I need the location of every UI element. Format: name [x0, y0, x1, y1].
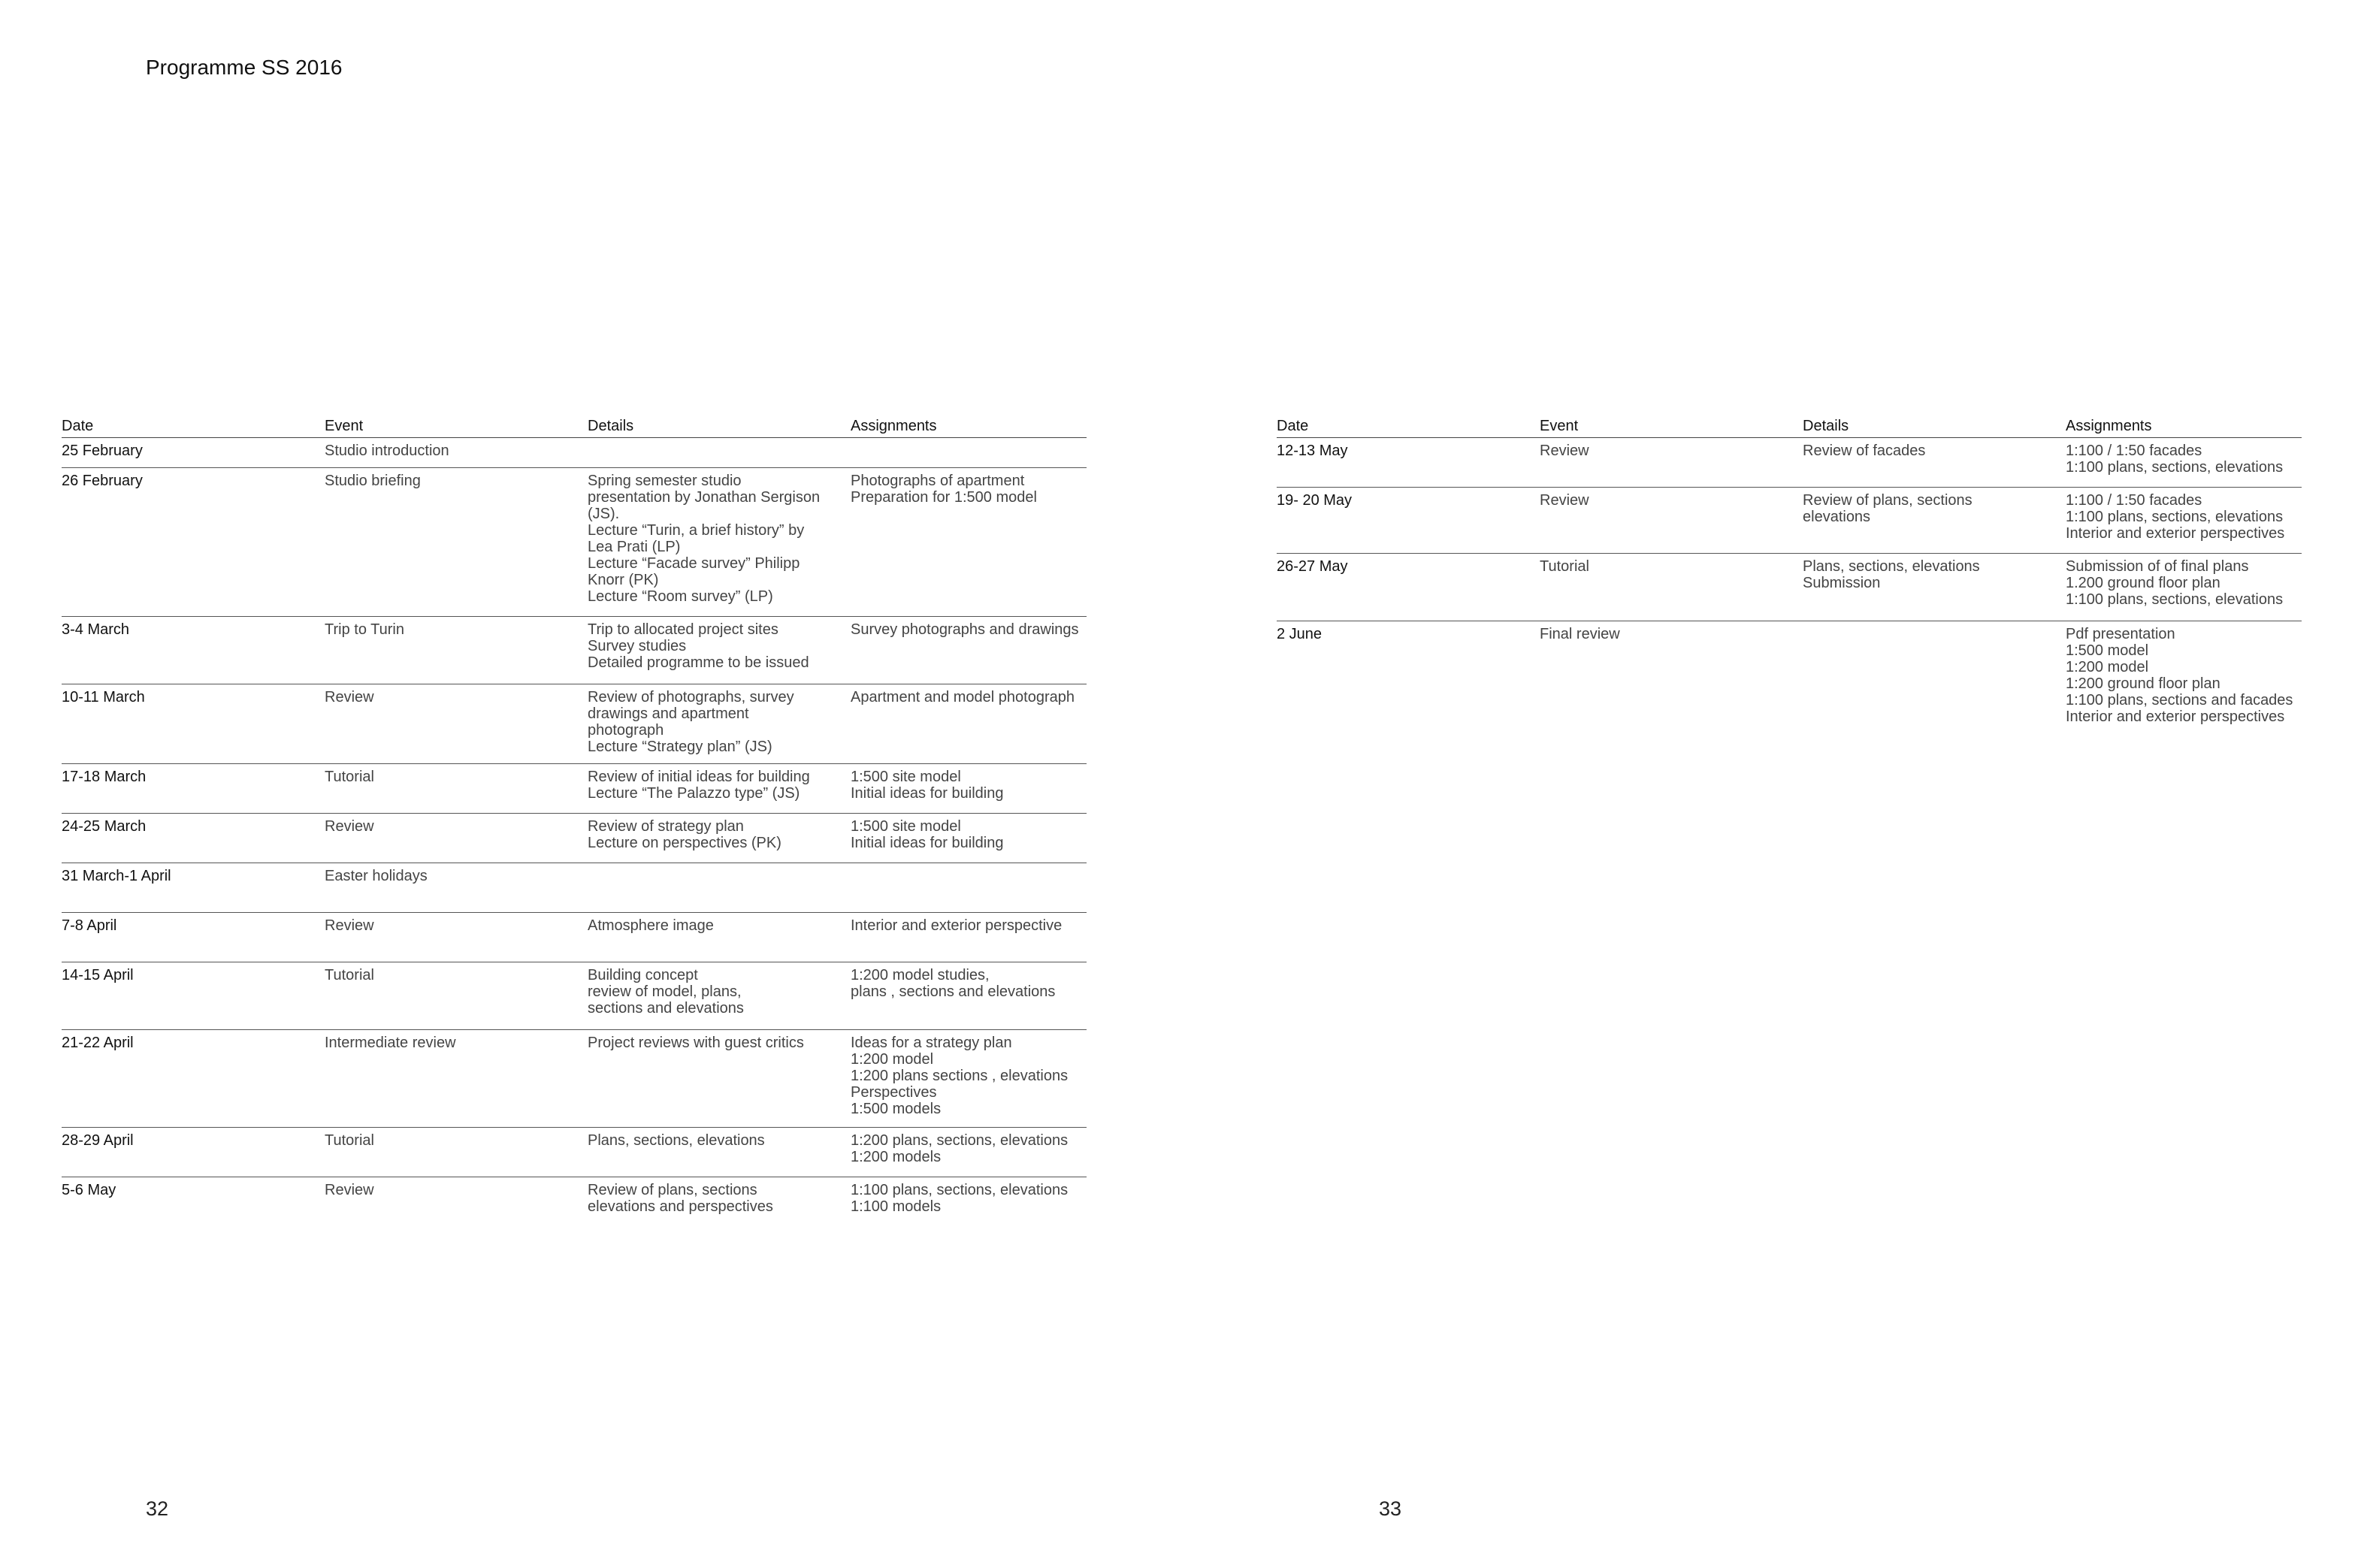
- row-date: [62, 473, 325, 616]
- table-header: [1277, 418, 2302, 438]
- event-text: Tutorial: [325, 769, 374, 785]
- assignment-line: Preparation for 1:500 model: [851, 489, 1037, 506]
- assignment-line: Apartment and model photograph: [851, 689, 1075, 705]
- row-date: [62, 689, 325, 763]
- date-text: 19- 20 May: [1277, 492, 1353, 509]
- date-text: 12-13 May: [1277, 443, 1348, 459]
- header-details: Details: [1803, 418, 1849, 434]
- event-text: Tutorial: [325, 967, 374, 983]
- assignment-line: 1:100 models: [851, 1198, 942, 1215]
- date-text: 14-15 April: [62, 967, 134, 983]
- row-assignments: [2066, 626, 2302, 727]
- event-text: Review: [1540, 443, 1589, 459]
- details-line: Review of initial ideas for building: [588, 769, 810, 785]
- row-details: [588, 689, 851, 763]
- date-text: 7-8 April: [62, 917, 117, 934]
- assignment-line: Interior and exterior perspectives: [2066, 708, 2285, 725]
- details-line: Plans, sections, elevations: [1803, 558, 1980, 575]
- date-text: 28-29 April: [62, 1132, 134, 1149]
- details-line: Building concept: [588, 967, 698, 983]
- details-line: Lecture on perspectives (PK): [588, 835, 781, 851]
- assignment-line: Interior and exterior perspectives: [2066, 525, 2285, 542]
- assignment-line: Pdf presentation: [2066, 626, 2175, 642]
- row-assignments: [851, 769, 1087, 813]
- assignment-line: Initial ideas for building: [851, 835, 1004, 851]
- details-line: Spring semester studio: [588, 473, 742, 489]
- assignment-line: Perspectives: [851, 1084, 937, 1101]
- assignment-line: Photographs of apartment: [851, 473, 1025, 489]
- event-text: Trip to Turin: [325, 621, 404, 638]
- header-assignments: Assignments: [2066, 418, 2152, 434]
- row-event: [325, 621, 588, 684]
- date-text: 10-11 March: [62, 689, 145, 705]
- row-details: [588, 967, 851, 1029]
- details-line: review of model, plans,: [588, 983, 742, 1000]
- row-details: [588, 621, 851, 684]
- row-event: [1540, 626, 1803, 727]
- row-details: [588, 868, 851, 912]
- row-date: [62, 917, 325, 962]
- details-line: Trip to allocated project sites: [588, 621, 778, 638]
- row-details: [588, 818, 851, 863]
- assignment-line: 1:200 plans, sections, elevations: [851, 1132, 1069, 1149]
- event-text: Final review: [1540, 626, 1620, 642]
- details-line: Review of plans, sections: [1803, 492, 1972, 509]
- date-text: 21-22 April: [62, 1035, 134, 1051]
- details-line: presentation by Jonathan Sergison: [588, 489, 821, 506]
- assignment-line: 1:200 model studies,: [851, 967, 990, 983]
- assignment-line: Interior and exterior perspective: [851, 917, 1063, 934]
- details-line: Survey studies: [588, 638, 687, 654]
- assignment-line: 1:500 model: [2066, 642, 2149, 659]
- event-text: Easter holidays: [325, 868, 428, 884]
- row-assignments: [851, 818, 1087, 863]
- document-title: Programme SS 2016: [146, 56, 343, 79]
- table-row: [62, 1177, 1087, 1222]
- table-row: [62, 1030, 1087, 1128]
- details-line: Review of strategy plan: [588, 818, 744, 835]
- row-details: [588, 1035, 851, 1127]
- row-date: [62, 621, 325, 684]
- event-text: Review: [325, 818, 374, 835]
- table-row: [1277, 438, 2302, 488]
- table-row: [62, 764, 1087, 814]
- header-event: Event: [1540, 418, 1579, 434]
- table-row: [62, 617, 1087, 684]
- event-text: Studio briefing: [325, 473, 421, 489]
- row-assignments: [851, 1182, 1087, 1222]
- header-event: Event: [325, 418, 364, 434]
- details-line: Lecture “Turin, a brief history” by: [588, 522, 805, 539]
- assignment-line: 1:200 models: [851, 1149, 942, 1165]
- assignment-line: 1:200 ground floor plan: [2066, 675, 2220, 692]
- details-line: Review of plans, sections: [588, 1182, 757, 1198]
- row-date: [1277, 626, 1540, 727]
- assignment-line: Submission of of final plans: [2066, 558, 2249, 575]
- row-assignments: [851, 689, 1087, 763]
- details-line: elevations and perspectives: [588, 1198, 773, 1215]
- row-date: [62, 1182, 325, 1222]
- table-row: [1277, 488, 2302, 554]
- event-text: Review: [325, 689, 374, 705]
- details-line: Submission: [1803, 575, 1881, 591]
- table-row: [62, 684, 1087, 764]
- assignment-line: 1:100 plans, sections, elevations: [851, 1182, 1069, 1198]
- row-date: [62, 769, 325, 813]
- row-date: [62, 818, 325, 863]
- assignment-line: 1:100 plans, sections, elevations: [2066, 509, 2284, 525]
- row-details: [1803, 492, 2066, 553]
- row-date: [1277, 558, 1540, 621]
- header-date: Date: [1277, 418, 1309, 434]
- assignment-line: 1:500 site model: [851, 818, 961, 835]
- page-number: 32: [146, 1497, 169, 1520]
- row-assignments: [851, 917, 1087, 962]
- row-event: [325, 769, 588, 813]
- table-row: [1277, 554, 2302, 621]
- row-date: [62, 1132, 325, 1177]
- assignment-line: 1:100 plans, sections, elevations: [2066, 591, 2284, 608]
- assignment-line: Survey photographs and drawings: [851, 621, 1079, 638]
- row-details: [588, 1182, 851, 1222]
- row-assignments: [851, 473, 1087, 616]
- date-text: 26-27 May: [1277, 558, 1348, 575]
- table-row: [62, 863, 1087, 913]
- right-page: [1184, 0, 2367, 1568]
- row-date: [62, 868, 325, 912]
- details-line: Project reviews with guest critics: [588, 1035, 804, 1051]
- header-details: Details: [588, 418, 634, 434]
- table-header: [62, 418, 1087, 438]
- assignment-line: 1:200 plans sections , elevations: [851, 1068, 1069, 1084]
- row-event: [325, 473, 588, 616]
- row-event: [325, 917, 588, 962]
- table-row: [62, 438, 1087, 468]
- header-date: Date: [62, 418, 94, 434]
- assignment-line: 1:100 plans, sections, elevations: [2066, 459, 2284, 476]
- row-details: [1803, 558, 2066, 621]
- details-line: photograph: [588, 722, 664, 739]
- assignment-line: 1.200 ground floor plan: [2066, 575, 2220, 591]
- row-assignments: [2066, 492, 2302, 553]
- row-event: [325, 689, 588, 763]
- date-text: 31 March-1 April: [62, 868, 171, 884]
- row-details: [588, 443, 851, 467]
- schedule-table-right: [1277, 418, 2302, 727]
- date-text: 24-25 March: [62, 818, 147, 835]
- table-body: [62, 438, 1087, 1222]
- table-row: [62, 1128, 1087, 1177]
- row-assignments: [851, 443, 1087, 467]
- assignment-line: 1:500 site model: [851, 769, 961, 785]
- details-line: Plans, sections, elevations: [588, 1132, 765, 1149]
- assignment-line: 1:100 / 1:50 facades: [2066, 443, 2202, 459]
- assignment-line: Ideas for a strategy plan: [851, 1035, 1012, 1051]
- details-line: Lecture “Facade survey” Philipp: [588, 555, 800, 572]
- details-line: (JS).: [588, 506, 620, 522]
- assignment-line: 1:500 models: [851, 1101, 942, 1117]
- row-event: [325, 1182, 588, 1222]
- row-assignments: [851, 621, 1087, 684]
- table-body: [1277, 438, 2302, 727]
- details-line: Review of facades: [1803, 443, 1926, 459]
- row-details: [588, 917, 851, 962]
- event-text: Tutorial: [1540, 558, 1589, 575]
- table-row: [62, 814, 1087, 863]
- assignment-line: 1:100 plans, sections and facades: [2066, 692, 2293, 708]
- row-date: [1277, 492, 1540, 553]
- row-date: [62, 443, 325, 467]
- row-date: [1277, 443, 1540, 487]
- row-event: [325, 967, 588, 1029]
- details-line: Detailed programme to be issued: [588, 654, 809, 671]
- row-event: [325, 868, 588, 912]
- row-date: [62, 967, 325, 1029]
- details-line: Lecture “The Palazzo type” (JS): [588, 785, 800, 802]
- event-text: Tutorial: [325, 1132, 374, 1149]
- details-line: sections and elevations: [588, 1000, 744, 1017]
- details-line: Knorr (PK): [588, 572, 659, 588]
- row-details: [588, 473, 851, 616]
- table-row: [62, 468, 1087, 617]
- details-line: Lea Prati (LP): [588, 539, 681, 555]
- row-event: [1540, 558, 1803, 621]
- assignment-line: 1:200 model: [851, 1051, 934, 1068]
- row-event: [325, 1132, 588, 1177]
- row-event: [325, 443, 588, 467]
- date-text: 25 February: [62, 443, 143, 459]
- event-text: Intermediate review: [325, 1035, 456, 1051]
- assignment-line: plans , sections and elevations: [851, 983, 1056, 1000]
- details-line: Review of photographs, survey: [588, 689, 794, 705]
- details-line: Lecture “Strategy plan” (JS): [588, 739, 772, 755]
- row-event: [1540, 443, 1803, 487]
- date-text: 2 June: [1277, 626, 1323, 642]
- date-text: 26 February: [62, 473, 143, 489]
- header-assignments: Assignments: [851, 418, 937, 434]
- row-assignments: [2066, 443, 2302, 487]
- row-date: [62, 1035, 325, 1127]
- row-assignments: [851, 1035, 1087, 1127]
- assignment-line: 1:200 model: [2066, 659, 2149, 675]
- row-details: [588, 769, 851, 813]
- table-row: [62, 962, 1087, 1030]
- row-assignments: [2066, 558, 2302, 621]
- row-assignments: [851, 967, 1087, 1029]
- event-text: Studio introduction: [325, 443, 449, 459]
- page-number: 33: [1379, 1497, 1402, 1520]
- details-line: Lecture “Room survey” (LP): [588, 588, 773, 605]
- row-event: [325, 818, 588, 863]
- table-row: [1277, 621, 2302, 727]
- details-line: Atmosphere image: [588, 917, 714, 934]
- assignment-line: Initial ideas for building: [851, 785, 1004, 802]
- row-event: [1540, 492, 1803, 553]
- event-text: Review: [325, 1182, 374, 1198]
- row-event: [325, 1035, 588, 1127]
- details-line: elevations: [1803, 509, 1871, 525]
- row-details: [1803, 443, 2066, 487]
- row-assignments: [851, 1132, 1087, 1177]
- details-line: drawings and apartment: [588, 705, 749, 722]
- row-assignments: [851, 868, 1087, 912]
- table-row: [62, 913, 1087, 962]
- date-text: 17-18 March: [62, 769, 147, 785]
- row-details: [1803, 626, 2066, 727]
- schedule-table-left: [62, 418, 1087, 1222]
- date-text: 5-6 May: [62, 1182, 116, 1198]
- event-text: Review: [325, 917, 374, 934]
- assignment-line: 1:100 / 1:50 facades: [2066, 492, 2202, 509]
- date-text: 3-4 March: [62, 621, 130, 638]
- event-text: Review: [1540, 492, 1589, 509]
- row-details: [588, 1132, 851, 1177]
